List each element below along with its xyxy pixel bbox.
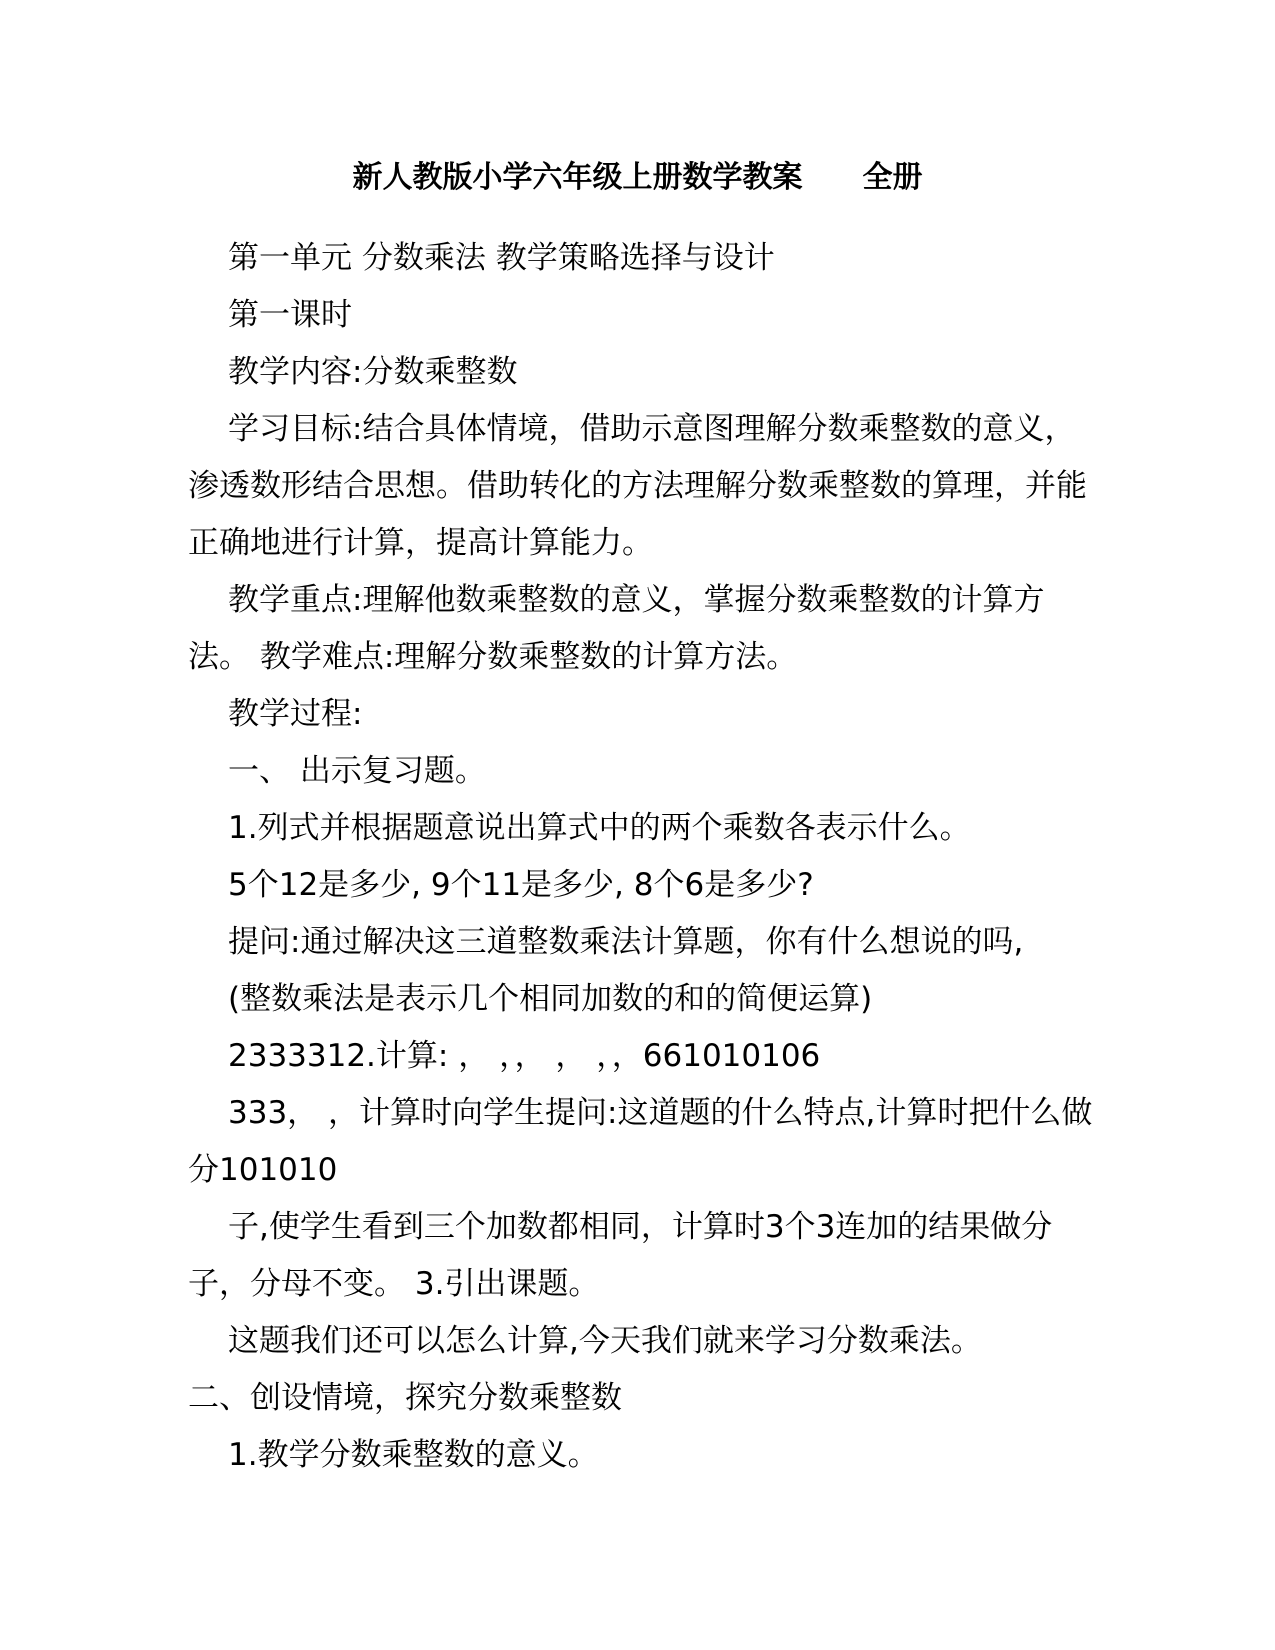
paragraph-prompt: 提问:通过解决这三道整数乘法计算题，你有什么想说的吗, — [228, 924, 1024, 960]
document-body — [188, 230, 1093, 1484]
paragraph-item-1: 1.列式并根据题意说出算式中的两个乘数各表示什么。 — [228, 810, 971, 846]
paragraph-key-points: 教学重点:理解他数乘整数的意义，掌握分数乘整数的计算方法。 教学难点:理解分数乘整数的计算方法。 — [188, 582, 1045, 675]
paragraph-review-heading: 一、 出示复习题。 — [228, 753, 486, 789]
paragraph-section-two-heading: 二、创设情境，探究分数乘整数 — [188, 1380, 622, 1416]
paragraph-teaching-content: 教学内容:分数乘整数 — [228, 354, 518, 390]
paragraph-questions: 5个12是多少, 9个11是多少, 8个6是多少? — [228, 867, 814, 903]
paragraph-calculation-question: 333， ，计算时向学生提问:这道题的什么特点,计算时把什么做分101010 — [188, 1095, 1093, 1188]
paragraph-teaching-meaning: 1.教学分数乘整数的意义。 — [228, 1437, 599, 1473]
paragraph-numerator-explanation: 子,使学生看到三个加数都相同，计算时3个3连加的结果做分子，分母不变。 3.引出课题。 — [188, 1209, 1053, 1302]
document-title: 新人教版小学六年级上册数学教案 全册 — [352, 160, 923, 195]
paragraph-lesson-number: 第一课时 — [228, 297, 352, 333]
paragraph-teaching-process: 教学过程: — [228, 696, 363, 732]
paragraph-unit-heading: 第一单元 分数乘法 教学策略选择与设计 — [228, 240, 775, 276]
paragraph-calculation: 2333312.计算: ， ，， ， ，，661010106 — [228, 1038, 821, 1074]
paragraph-learning-goals: 学习目标:结合具体情境，借助示意图理解分数乘整数的意义，渗透数形结合思想。借助转化的方法理解分数乘整数的算理，并能正确地进行计算，提高计算能力。 — [188, 411, 1087, 561]
paragraph-note: (整数乘法是表示几个相同加数的和的简便运算) — [228, 981, 873, 1017]
paragraph-introduction: 这题我们还可以怎么计算,今天我们就来学习分数乘法。 — [228, 1323, 982, 1359]
